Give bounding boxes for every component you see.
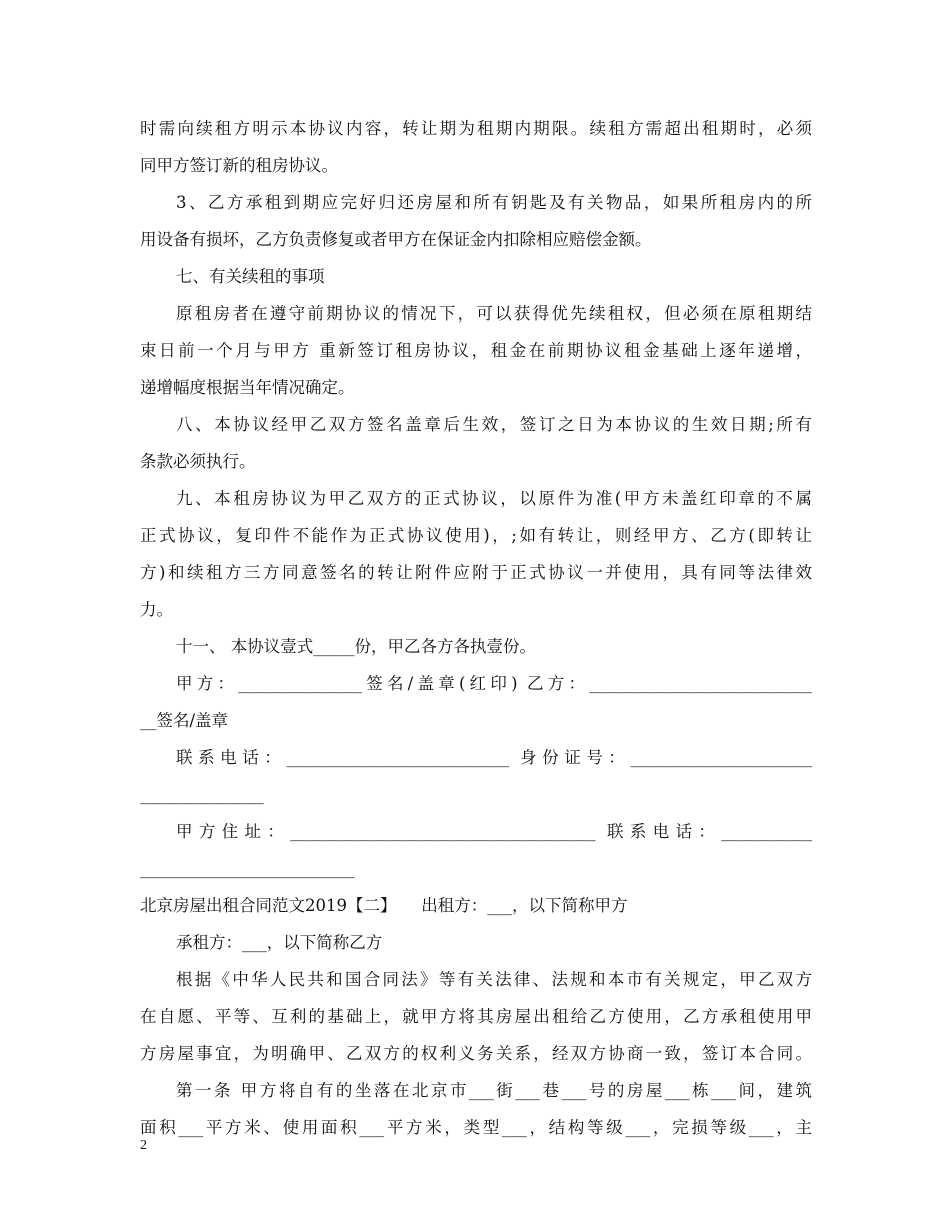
- text-line: 原租房者在遵守前期协议的情况下，可以获得优先续租权，但必须在原租期结: [176, 304, 812, 323]
- contact-line: 联系电话：___________________________ 身份证号：______________________: [176, 748, 812, 767]
- signature-line: __签名/盖章: [140, 711, 229, 730]
- text-line: 力。: [140, 600, 173, 619]
- text-line: 根据《中华人民共和国合同法》等有关法律、法规和本市有关规定，甲乙双方: [176, 970, 812, 989]
- text-line: 正式协议，复印件不能作为正式协议使用)，;如有转让，则经甲方、乙方(即转让: [140, 526, 812, 545]
- text-line: 同甲方签订新的租房协议。: [140, 156, 338, 175]
- text-line: 3、乙方承租到期应完好归还房屋和所有钥匙及有关物品，如果所租房内的所: [176, 193, 812, 212]
- text-line: 九、本租房协议为甲乙双方的正式协议，以原件为准(甲方未盖红印章的不属: [176, 489, 812, 508]
- signature-line: 甲方：_______________签名/盖章(红印) 乙方：___________________________: [176, 674, 812, 693]
- contract-title: 北京房屋出租合同范文2019【二】 出租方：___，以下简称甲方: [140, 896, 628, 915]
- text-line: 面积___平方米、使用面积___平方米，类型___，结构等级___，完损等级___，主: [140, 1118, 812, 1137]
- page-number: 2: [140, 1138, 147, 1153]
- address-line: 甲方住址：_____________________________________ 联系电话：___________: [176, 822, 812, 841]
- text-line: 用设备有损坏，乙方负责修复或者甲方在保证金内扣除相应赔偿金额。: [140, 230, 652, 249]
- section-heading: 七、有关续租的事项: [176, 267, 325, 286]
- text-line: 时需向续租方明示本协议内容，转让期为租期内期限。续租方需超出租期时，必须: [140, 119, 812, 138]
- text-line: 方房屋事宜，为明确甲、乙双方的权利义务关系，经双方协商一致，签订本合同。: [140, 1044, 812, 1063]
- text-line: 方)和续租方三方同意签名的转让附件应附于正式协议一并使用，具有同等法律效: [140, 563, 812, 582]
- text-line: 八、本协议经甲乙双方签名盖章后生效，签订之日为本协议的生效日期;所有: [176, 415, 812, 434]
- text-line: 条款必须执行。: [140, 452, 256, 471]
- text-line: 承租方：___，以下简称乙方: [176, 933, 383, 952]
- text-line: 在自愿、平等、互利的基础上，就甲方将其房屋出租给乙方使用，乙方承租使用甲: [140, 1007, 812, 1026]
- text-line: 束日前一个月与甲方 重新签订租房协议，租金在前期协议租金基础上逐年递增，: [140, 341, 812, 360]
- copies-clause: 十一、 本协议壹式_____份，甲乙各方各执壹份。: [176, 637, 536, 656]
- text-line: 递增幅度根据当年情况确定。: [140, 378, 355, 397]
- text-line: 第一条 甲方将自有的坐落在北京市___街___巷___号的房屋___栋___间，建筑: [176, 1081, 812, 1100]
- address-line: __________________________: [140, 859, 355, 878]
- contact-line: _______________: [140, 785, 264, 804]
